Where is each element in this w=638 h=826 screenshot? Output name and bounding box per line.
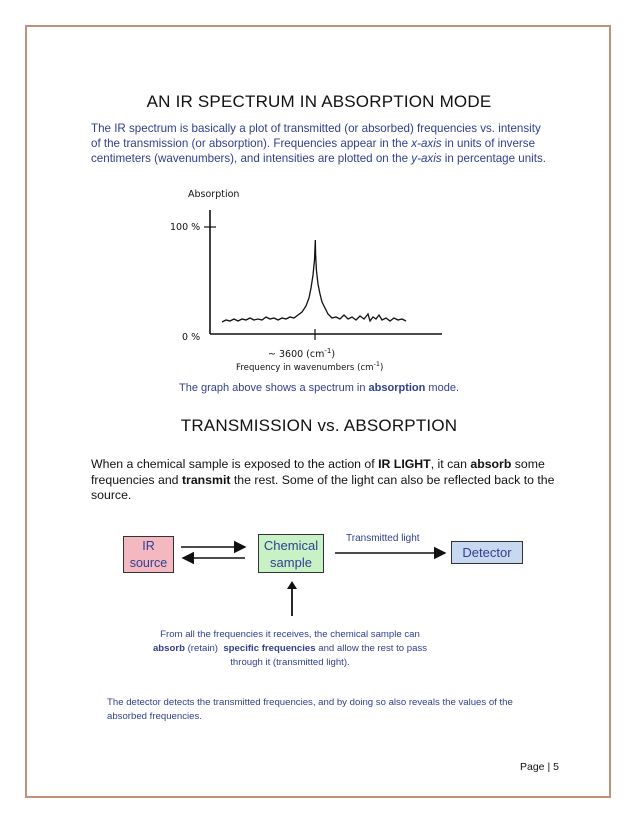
desc-line-2: absorb (retain) specific frequencies and allow the rest to pass bbox=[152, 643, 428, 654]
y-tick-label-0: 0 % bbox=[182, 332, 201, 343]
spectrum-curve bbox=[222, 240, 406, 322]
ir-light-paragraph: When a chemical sample is exposed to the action of IR LIGHT, it can absorb some frequencies and transmit the rest. Some of the light can also be reflected back to the source. bbox=[91, 457, 555, 502]
chemical-label-line2: sample bbox=[270, 554, 312, 570]
absorption-description bbox=[130, 628, 450, 670]
ir-source-label-line2: source bbox=[129, 555, 168, 570]
ir-source-label-line1: IR bbox=[142, 538, 155, 553]
intro-paragraph: The IR spectrum is basically a plot of transmitted (or absorbed) frequencies vs. intensity of the transmission (or absorption). Frequencies appear in the x-axis in units of inverse centimeters (wavenumbers), and intensities are plotted on the y-axis in percentage units. bbox=[91, 122, 546, 165]
section-title-transmission: TRANSMISSION vs. ABSORPTION bbox=[180, 416, 458, 435]
graph-ylabel: Absorption bbox=[188, 189, 240, 200]
absorption-spectrum-graph bbox=[150, 180, 450, 375]
peak-label: ~ 3600 $(cm^{-1})$ bbox=[268, 347, 336, 360]
graph-xlabel: Frequency in wavenumbers $(cm^{-1})$ bbox=[236, 360, 384, 373]
up-arrow bbox=[284, 580, 300, 618]
ir-source-box bbox=[123, 536, 174, 573]
page-number: Page | 5 bbox=[520, 761, 559, 773]
up-arrow-head bbox=[287, 581, 297, 589]
detector-note: The detector detects the transmitted frequencies, and by doing so also reveals the values of the absorbed frequencies. bbox=[107, 697, 513, 722]
chemical-sample-box bbox=[258, 534, 324, 573]
graph-caption: The graph above shows a spectrum in absorption mode. bbox=[178, 382, 460, 394]
chemical-label-line1: Chemical bbox=[263, 537, 319, 553]
desc-line-3: through it (transmitted light). bbox=[230, 657, 350, 668]
transmitted-light-label: Transmitted light bbox=[346, 533, 420, 544]
desc-line-1: From all the frequencies it receives, the chemical sample can bbox=[160, 629, 420, 640]
detector-box: Detector bbox=[451, 541, 523, 564]
y-tick-label-100: 100 % bbox=[170, 222, 201, 233]
section-title-absorption-mode: AN IR SPECTRUM IN ABSORPTION MODE bbox=[146, 92, 492, 111]
